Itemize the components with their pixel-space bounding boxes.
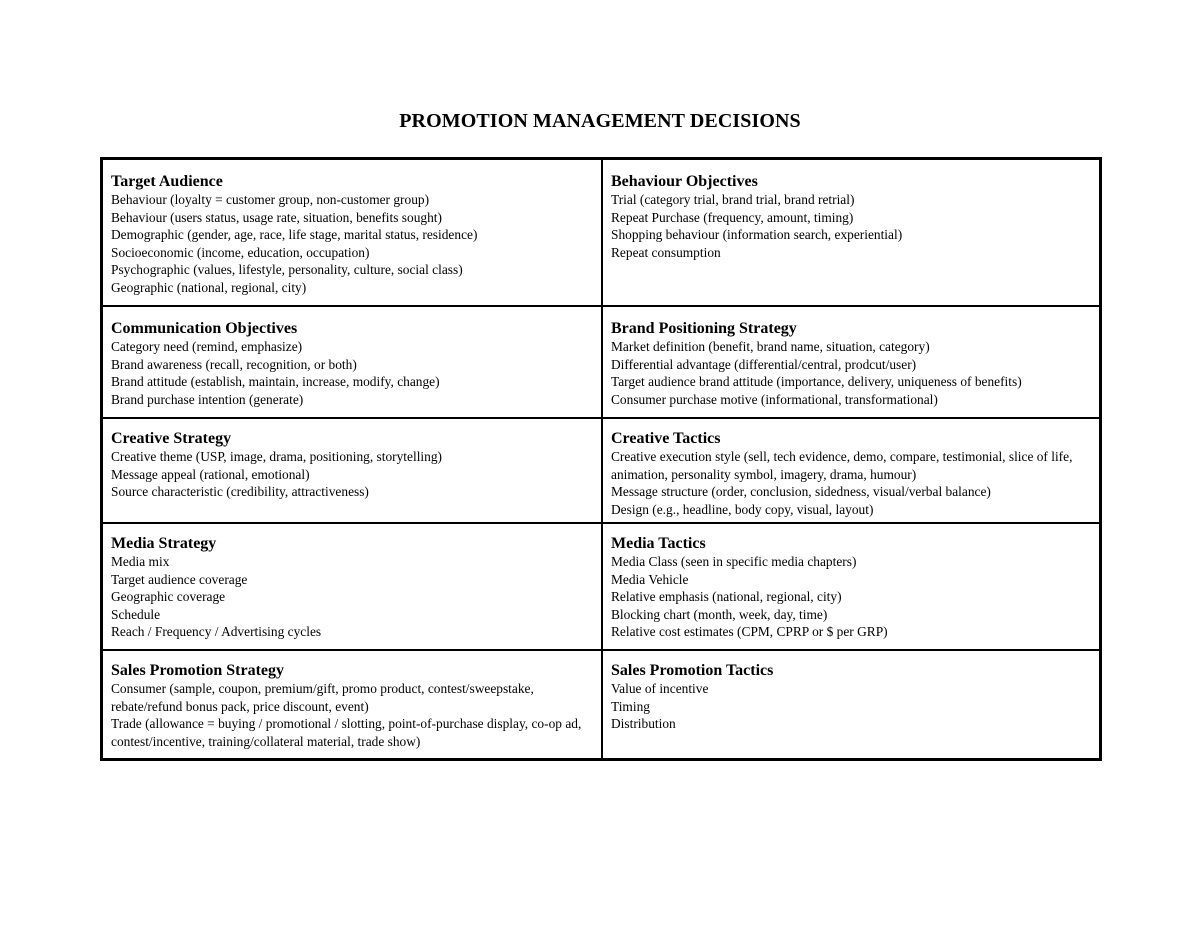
cell-heading: Target Audience (111, 173, 223, 190)
cell-line: Demographic (gender, age, race, life stage, marital status, residence) (111, 227, 478, 242)
cell-line: Message appeal (rational, emotional) (111, 466, 310, 482)
cell-line: Media Class (seen in specific media chapters) (611, 554, 857, 569)
cell-line: Brand purchase intention (generate) (111, 391, 304, 407)
cell-line: Source characteristic (credibility, attractiveness) (111, 484, 369, 499)
cell-line: Target audience brand attitude (importance, delivery, uniqueness of benefits) (611, 374, 1022, 389)
cell-line: Schedule (111, 606, 161, 622)
cell-line: Behaviour (loyalty = customer group, non-customer group) (111, 192, 430, 207)
table-row (102, 418, 1101, 523)
cell-communication-objectives (102, 306, 603, 418)
cell-line: Brand attitude (establish, maintain, increase, modify, change) (111, 374, 440, 389)
cell-line: Psychographic (values, lifestyle, personality, culture, social class) (111, 262, 463, 277)
cell-line: Repeat consumption (611, 244, 721, 260)
table-row (102, 159, 1101, 307)
cell-target-audience (102, 159, 603, 307)
cell-line: Socioeconomic (income, education, occupation) (111, 244, 370, 260)
cell-line: Relative cost estimates (CPM, CPRP or $ per GRP) (611, 624, 888, 639)
cell-line: Message structure (order, conclusion, sidedness, visual/verbal balance) (611, 484, 991, 499)
cell-media-strategy (102, 523, 603, 650)
cell-heading: Creative Strategy (111, 430, 232, 447)
cell-line: Value of incentive (611, 681, 709, 696)
cell-line: Shopping behaviour (information search, experiential) (611, 227, 903, 242)
cell-heading: Media Tactics (611, 535, 706, 552)
cell-line: Market definition (benefit, brand name, situation, category) (611, 339, 930, 354)
cell-line: Category need (remind, emphasize) (111, 339, 303, 354)
cell-heading: Creative Tactics (611, 430, 721, 447)
page-title: PROMOTION MANAGEMENT DECISIONS (399, 110, 801, 132)
cell-sales-promotion-tactics (602, 650, 1101, 760)
table-row (102, 650, 1101, 760)
cell-line: Trial (category trial, brand trial, brand retrial) (611, 192, 855, 207)
cell-heading: Behaviour Objectives (611, 173, 758, 190)
cell-line: Trade (allowance = buying / promotional / slotting, point-of-purchase display, co-op ad, contest/incentive, training/collateral material, trade show) (111, 716, 582, 749)
table-row (102, 306, 1101, 418)
table-row (102, 523, 1101, 650)
cell-line: Reach / Frequency / Advertising cycles (111, 624, 322, 639)
cell-heading: Communication Objectives (111, 320, 298, 337)
cell-heading: Media Strategy (111, 535, 217, 552)
cell-heading: Sales Promotion Tactics (611, 662, 774, 679)
cell-line: Behaviour (users status, usage rate, situation, benefits sought) (111, 209, 442, 225)
cell-creative-strategy (102, 418, 603, 523)
cell-sales-promotion-strategy (102, 650, 603, 760)
cell-heading: Sales Promotion Strategy (111, 662, 285, 679)
cell-line: Consumer (sample, coupon, premium/gift, promo product, contest/sweepstake, rebate/refund bonus pack, price discount, event) (111, 681, 534, 714)
cell-creative-tactics (602, 418, 1101, 523)
cell-line: Consumer purchase motive (informational, transformational) (611, 391, 938, 407)
cell-line: Geographic (national, regional, city) (111, 279, 307, 295)
cell-line: Distribution (611, 716, 676, 731)
cell-line: Repeat Purchase (frequency, amount, timing) (611, 209, 854, 225)
cell-line: Target audience coverage (111, 571, 248, 587)
cell-line: Creative theme (USP, image, drama, positioning, storytelling) (111, 449, 442, 464)
cell-line: Media mix (111, 554, 170, 569)
cell-line: Relative emphasis (national, regional, city) (611, 589, 842, 604)
decisions-table (100, 157, 1102, 761)
cell-line: Timing (611, 698, 650, 714)
cell-line: Brand awareness (recall, recognition, or both) (111, 356, 357, 372)
cell-behaviour-objectives (602, 159, 1101, 307)
cell-line: Differential advantage (differential/central, prodcut/user) (611, 356, 917, 372)
cell-heading: Brand Positioning Strategy (611, 320, 797, 337)
cell-media-tactics (602, 523, 1101, 650)
cell-line: Blocking chart (month, week, day, time) (611, 606, 828, 622)
cell-line: Creative execution style (sell, tech evidence, demo, compare, testimonial, slice of life, animation, personality symbol, imagery, drama, humour) (611, 449, 1073, 482)
cell-line: Geographic coverage (111, 589, 226, 604)
cell-line: Design (e.g., headline, body copy, visual, layout) (611, 501, 874, 517)
cell-brand-positioning-strategy (602, 306, 1101, 418)
cell-line: Media Vehicle (611, 571, 689, 587)
